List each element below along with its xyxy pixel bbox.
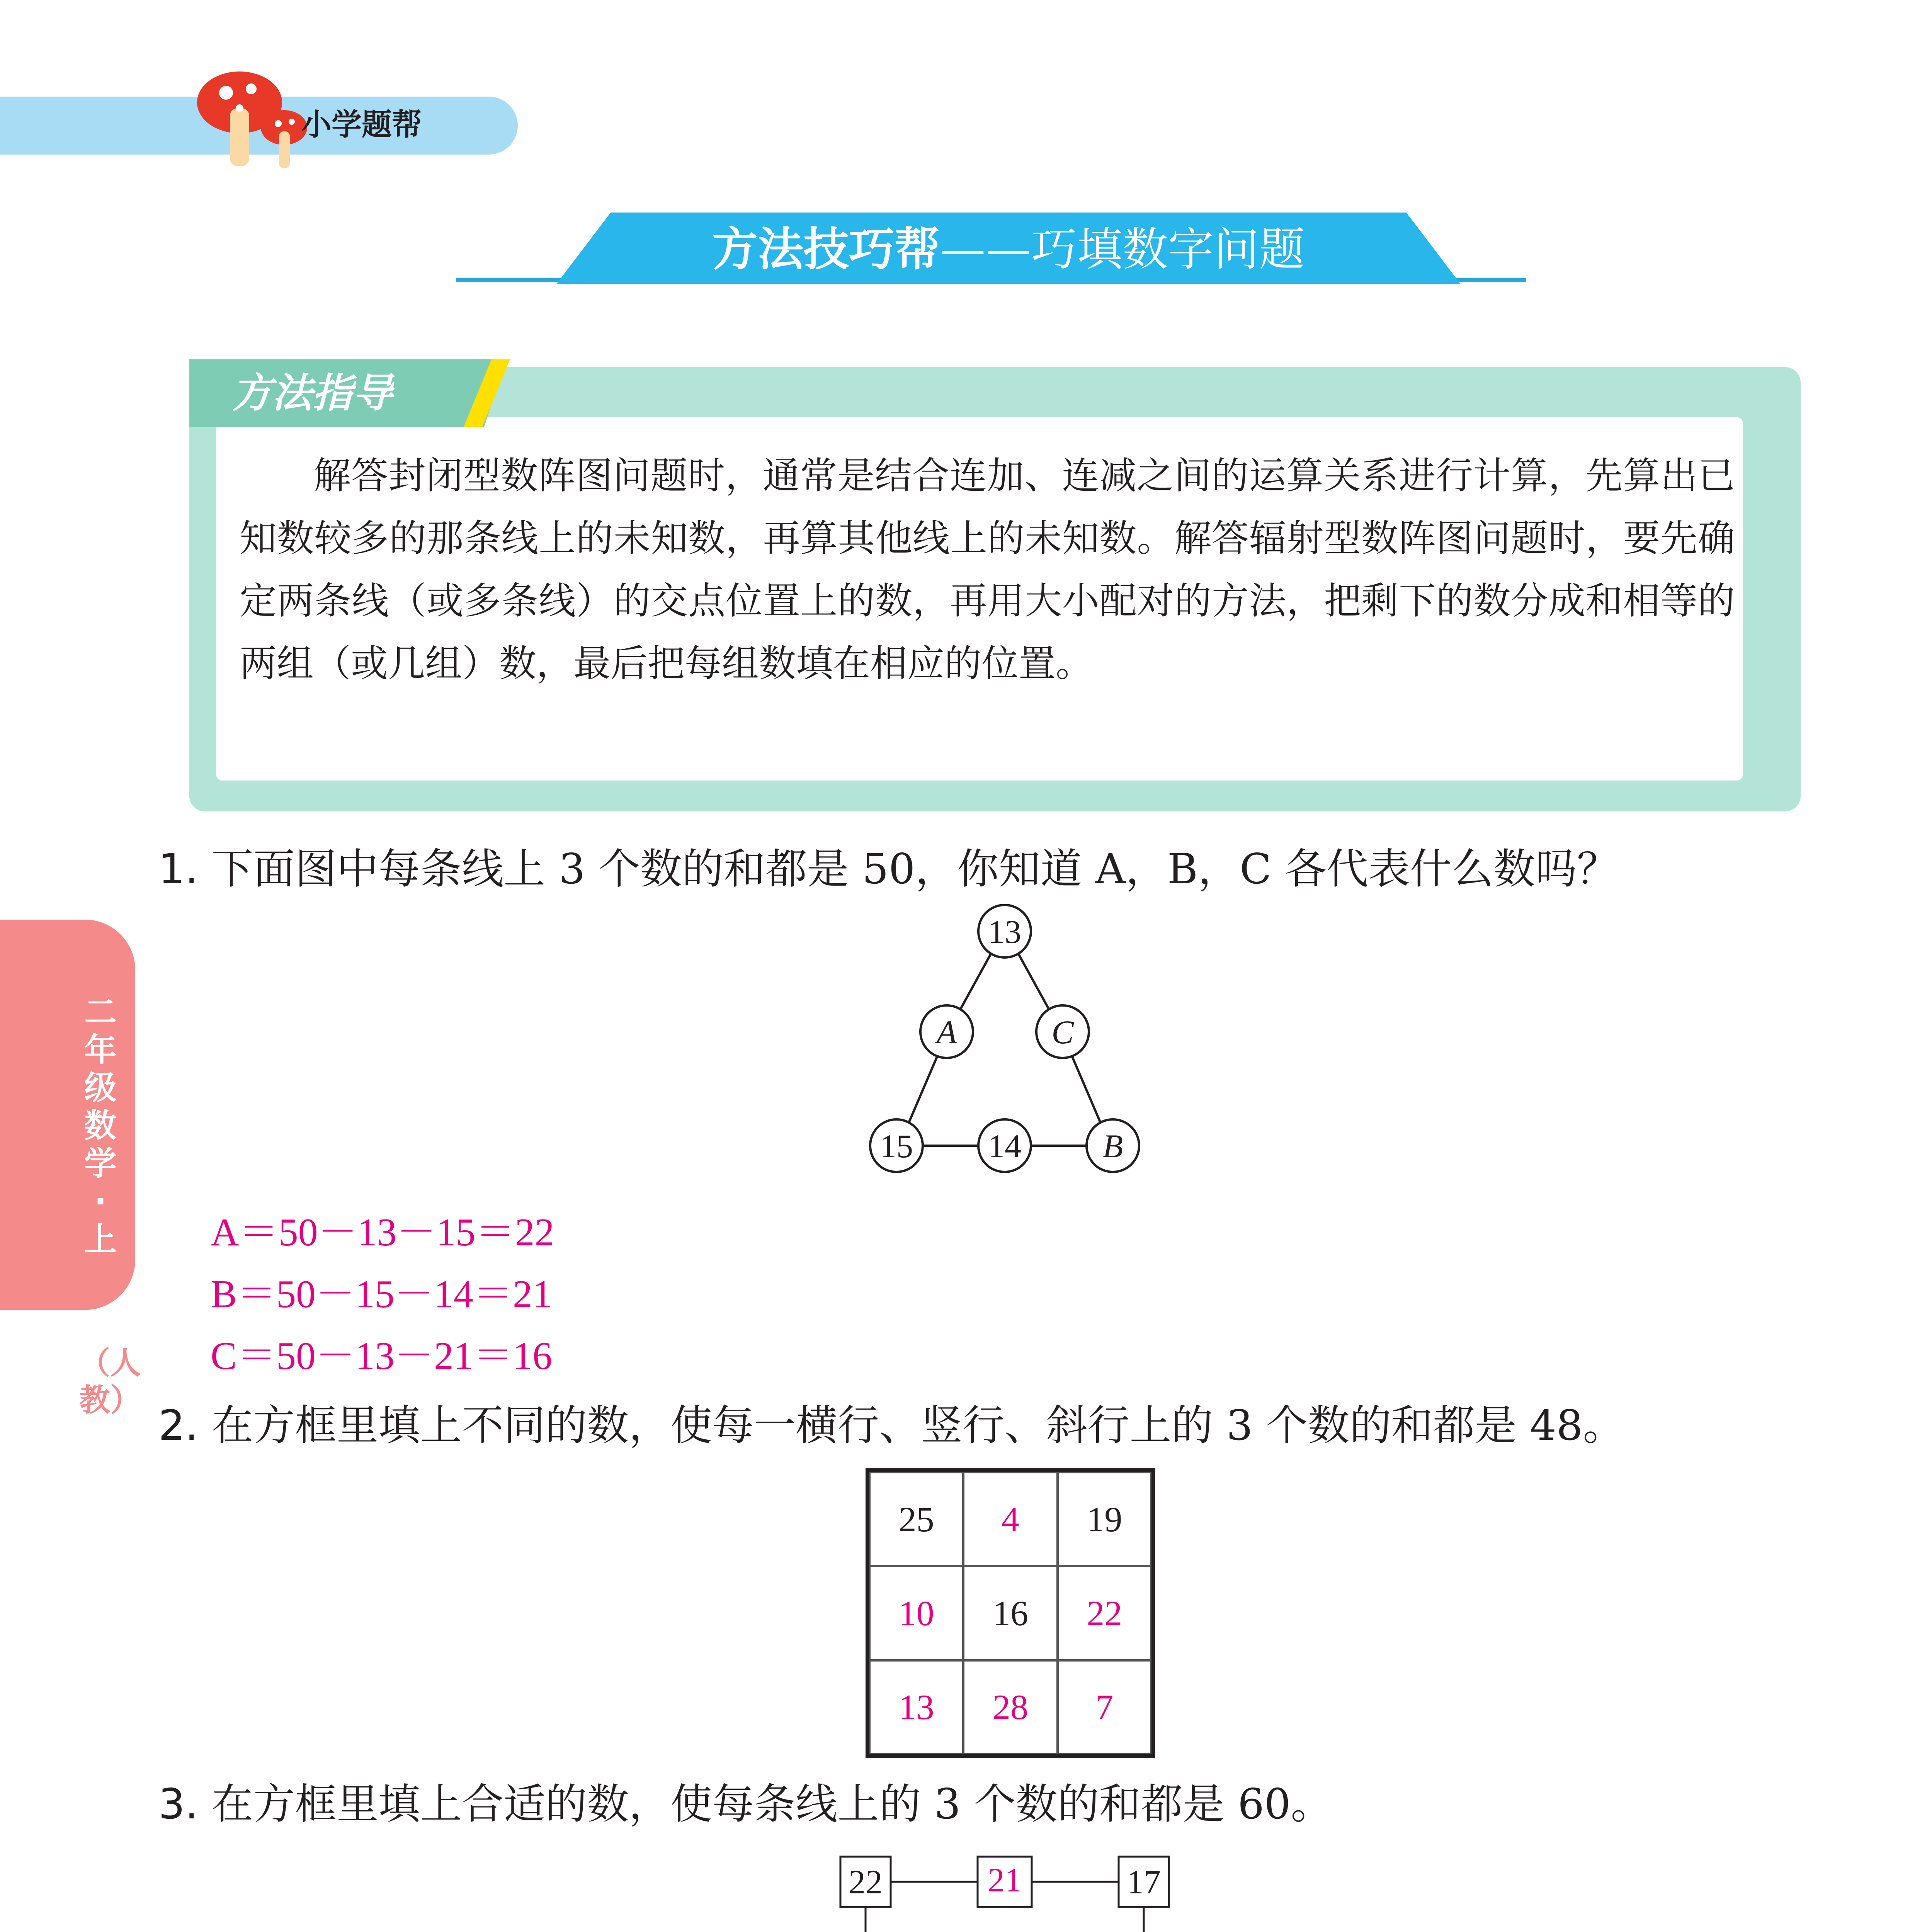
section-title-main: 方法技巧帮: [712, 223, 940, 276]
section-title-dash: ——: [940, 223, 1031, 276]
question-3: [158, 1777, 1333, 1832]
question-2: [158, 1399, 1625, 1453]
node-top-label: 13: [988, 913, 1021, 950]
question-text: 下面图中每条线上 3 个数的和都是 50，你知道 A，B，C 各代表什么数吗？: [211, 845, 1619, 893]
grid-cell-answer: 13: [869, 1660, 963, 1754]
question-1: [158, 842, 1619, 896]
magic-square-grid: [866, 1468, 1155, 1758]
box-top-right-value: 17: [1127, 1864, 1161, 1901]
answer-b: B＝50－15－14＝21: [211, 1272, 553, 1316]
series-title: 小学题帮: [301, 107, 422, 142]
method-text: 解答封闭型数阵图问题时，通常是结合连加、连减之间的运算关系进行计算，先算出已知数较多的那条线上的未知数，再算其他线上的未知数。解答辐射型数阵图问题时，要先确定两条线（或多条线）的交点位置上的数，再用大小配对的方法，把剩下的数分成和相等的两组（或几组）数，最后把每组数填在相应的位置。: [240, 454, 1735, 685]
question-number: 1.: [158, 845, 199, 893]
side-tab-grade: 二年级数学·上: [84, 993, 117, 1258]
triangle-diagram: [831, 904, 1198, 1206]
grid-cell: 19: [1058, 1472, 1151, 1566]
grid-cell-answer: 10: [869, 1566, 963, 1660]
grid-cell-answer: 4: [963, 1472, 1057, 1566]
node-c-label: C: [1051, 1014, 1074, 1051]
node-bottom-mid-label: 14: [988, 1128, 1021, 1165]
answer-c: C＝50－13－21＝16: [211, 1334, 553, 1378]
side-tab-edition: （人教）: [79, 1345, 141, 1418]
box-top-mid-value: 21: [988, 1862, 1022, 1899]
mushroom-logo-icon: [193, 66, 309, 182]
grid-cell: 25: [869, 1472, 963, 1566]
grid-cell: 16: [963, 1566, 1057, 1660]
square-frame-diagram: [835, 1851, 1182, 1932]
section-title-sub: 巧填数字问题: [1031, 223, 1305, 276]
node-b-label: B: [1102, 1128, 1123, 1165]
question-number: 3.: [158, 1780, 199, 1828]
grid-cell-answer: 22: [1058, 1566, 1151, 1660]
box-top-left-value: 22: [849, 1864, 883, 1901]
question-text: 在方框里填上合适的数，使每条线上的 3 个数的和都是 60。: [211, 1780, 1333, 1828]
method-label: 方法指导: [232, 369, 393, 417]
grid-cell-answer: 28: [963, 1660, 1057, 1754]
node-bottom-left-label: 15: [880, 1128, 913, 1165]
node-a-label: A: [936, 1014, 957, 1051]
answer-a: A＝50－13－15＝22: [211, 1211, 554, 1254]
section-title: [556, 216, 1461, 282]
question-text: 在方框里填上不同的数，使每一横行、竖行、斜行上的 3 个数的和都是 48。: [211, 1401, 1625, 1450]
question-number: 2.: [158, 1401, 199, 1450]
grid-cell-answer: 7: [1058, 1660, 1151, 1754]
